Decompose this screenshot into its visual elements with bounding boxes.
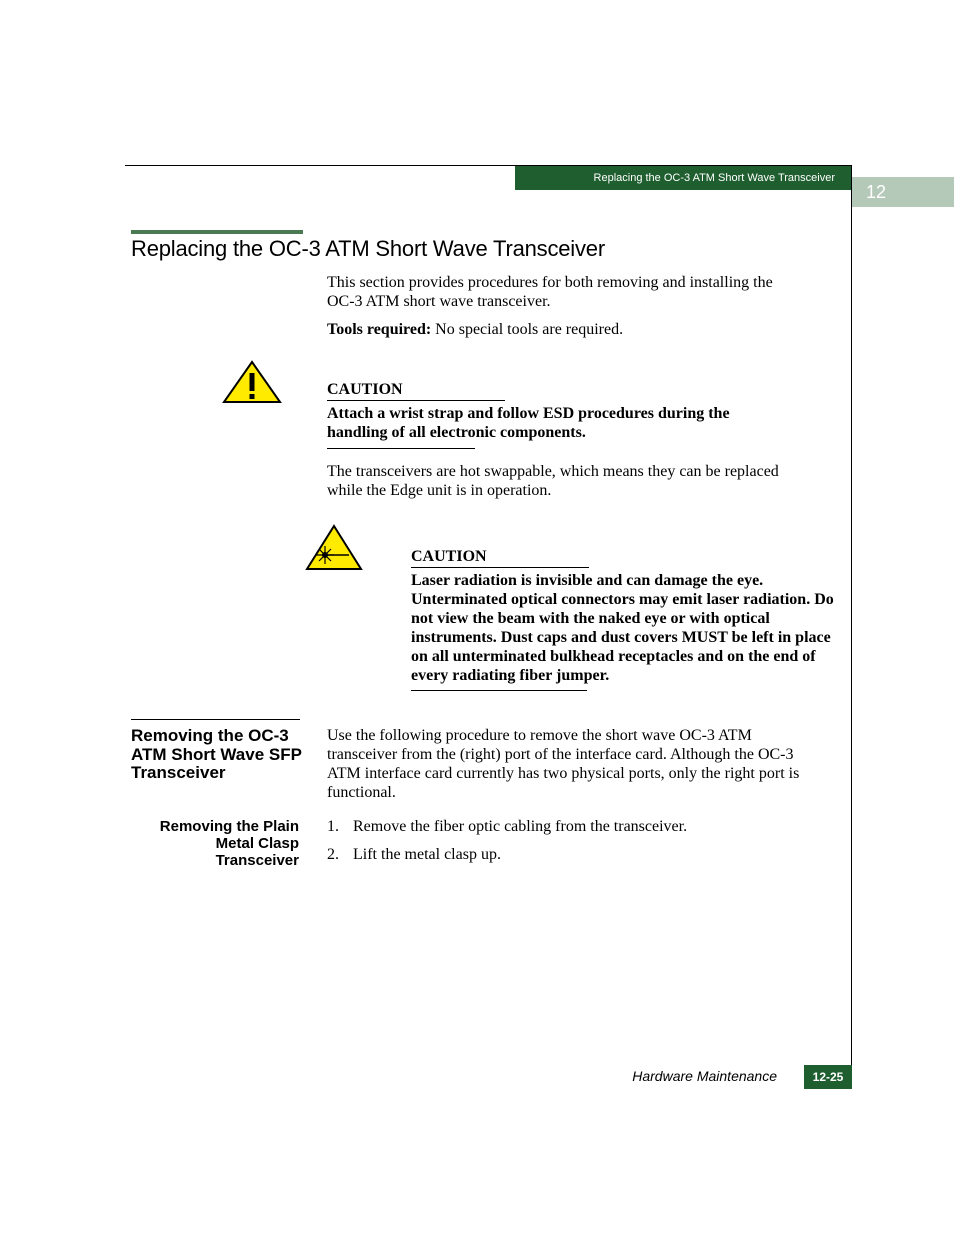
laser-caution-rule-bottom — [411, 690, 587, 691]
step-number: 2. — [327, 846, 339, 863]
step-number: 1. — [327, 818, 339, 835]
section-title: Replacing the OC-3 ATM Short Wave Transceiver — [131, 236, 605, 261]
hot-swap-paragraph: The transceivers are hot swappable, which means they can be replaced while the Edge unit is in operation. — [327, 463, 779, 499]
list-item — [327, 817, 807, 836]
laser-warning-icon — [305, 524, 363, 571]
laser-caution-heading: CAUTION — [411, 548, 487, 565]
removing-paragraph: Use the following procedure to remove the short wave OC-3 ATM transceiver from the (right) port of the interface card. Although the OC-3 ATM interface card currently has two physical ports, only the right port is functional. — [327, 727, 800, 801]
title-accent-rule — [131, 230, 303, 234]
chapter-tab: 12 — [852, 177, 954, 207]
laser-caution-rule-top — [411, 567, 589, 568]
tools-paragraph — [327, 320, 797, 339]
procedure-steps — [327, 817, 807, 873]
step-text: Lift the metal clasp up. — [353, 846, 501, 863]
footer-title: Hardware Maintenance — [632, 1068, 777, 1084]
side-heading-rule — [131, 719, 300, 720]
warning-triangle-icon — [222, 360, 282, 404]
caution-text: Attach a wrist strap and follow ESD procedures during the handling of all electronic components. — [327, 405, 730, 441]
tools-text: No special tools are required. — [431, 321, 624, 338]
laser-caution-text: Laser radiation is invisible and can damage the eye. Unterminated optical connectors may emit laser radiation. Do not view the beam with the naked eye or with optical instruments. Dust caps and dust covers MUST be left in place on all unterminated bulkhead receptacles and on the end of every radiating fiber jumper. — [411, 572, 834, 684]
list-item — [327, 845, 807, 864]
tools-label: Tools required: — [327, 321, 432, 338]
caution-rule-bottom — [327, 448, 475, 449]
removing-heading: Removing the OC-3 ATM Short Wave SFP Transceiver — [131, 726, 302, 782]
intro-paragraph: This section provides procedures for both removing and installing the OC-3 ATM short wave transceiver. — [327, 274, 773, 310]
page-right-rule — [851, 165, 852, 1089]
page-number: 12-25 — [804, 1065, 852, 1089]
step-text: Remove the fiber optic cabling from the transceiver. — [353, 818, 688, 835]
running-header: Replacing the OC-3 ATM Short Wave Transceiver — [515, 166, 851, 190]
caution-rule-top — [327, 400, 505, 401]
caution-heading: CAUTION — [327, 381, 403, 398]
plain-clasp-subheading: Removing the Plain Metal Clasp Transceiver — [159, 818, 299, 869]
